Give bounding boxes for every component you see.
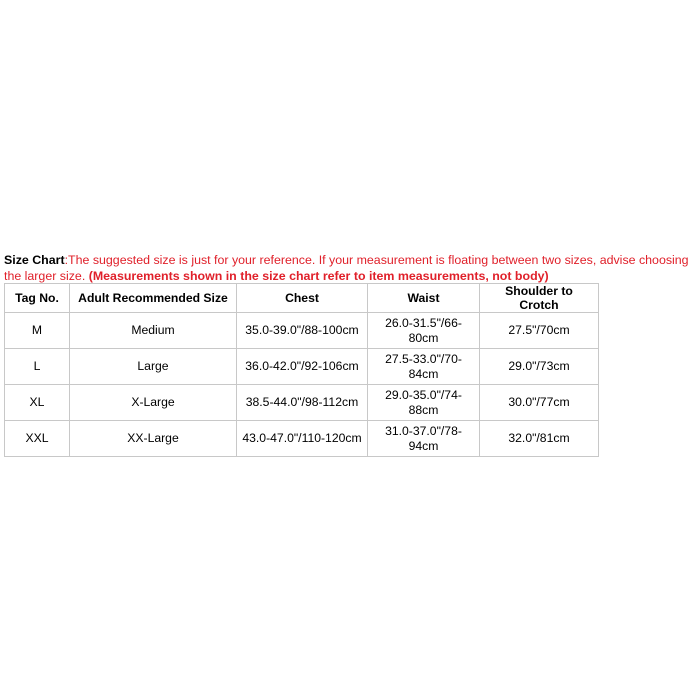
cell-shoulder-to-crotch: 32.0"/81cm	[480, 421, 599, 457]
table-header-row	[5, 284, 599, 313]
cell-waist: 27.5-33.0"/70-84cm	[368, 349, 480, 385]
table-row	[5, 349, 599, 385]
header-tag-no: Tag No.	[5, 284, 70, 313]
cell-waist: 26.0-31.5"/66-80cm	[368, 313, 480, 349]
cell-waist: 31.0-37.0"/78-94cm	[368, 421, 480, 457]
header-adult-size: Adult Recommended Size	[70, 284, 237, 313]
cell-adult-size: XX-Large	[70, 421, 237, 457]
cell-adult-size: X-Large	[70, 385, 237, 421]
size-chart-heading: Size Chart	[4, 253, 65, 267]
table-row	[5, 313, 599, 349]
table-row	[5, 385, 599, 421]
table-row	[5, 421, 599, 457]
cell-waist: 29.0-35.0"/74-88cm	[368, 385, 480, 421]
cell-tag: XL	[5, 385, 70, 421]
cell-shoulder-to-crotch: 29.0"/73cm	[480, 349, 599, 385]
cell-chest: 38.5-44.0"/98-112cm	[237, 385, 368, 421]
size-chart-note: (Measurements shown in the size chart refer to item measurements, not body)	[88, 268, 549, 283]
size-chart-table	[4, 283, 599, 457]
size-chart-intro	[4, 253, 698, 284]
cell-tag: M	[5, 313, 70, 349]
cell-tag: XXL	[5, 421, 70, 457]
cell-chest: 35.0-39.0"/88-100cm	[237, 313, 368, 349]
cell-shoulder-to-crotch: 30.0"/77cm	[480, 385, 599, 421]
cell-tag: L	[5, 349, 70, 385]
cell-chest: 36.0-42.0"/92-106cm	[237, 349, 368, 385]
header-shoulder-to-crotch: Shoulder to Crotch	[480, 284, 599, 313]
header-waist: Waist	[368, 284, 480, 313]
cell-adult-size: Medium	[70, 313, 237, 349]
cell-adult-size: Large	[70, 349, 237, 385]
size-chart-description: :The suggested size is just for your reference. If your measurement is floating between two sizes, advise choosing the larger size.	[4, 253, 689, 283]
cell-chest: 43.0-47.0"/110-120cm	[237, 421, 368, 457]
header-chest: Chest	[237, 284, 368, 313]
cell-shoulder-to-crotch: 27.5"/70cm	[480, 313, 599, 349]
